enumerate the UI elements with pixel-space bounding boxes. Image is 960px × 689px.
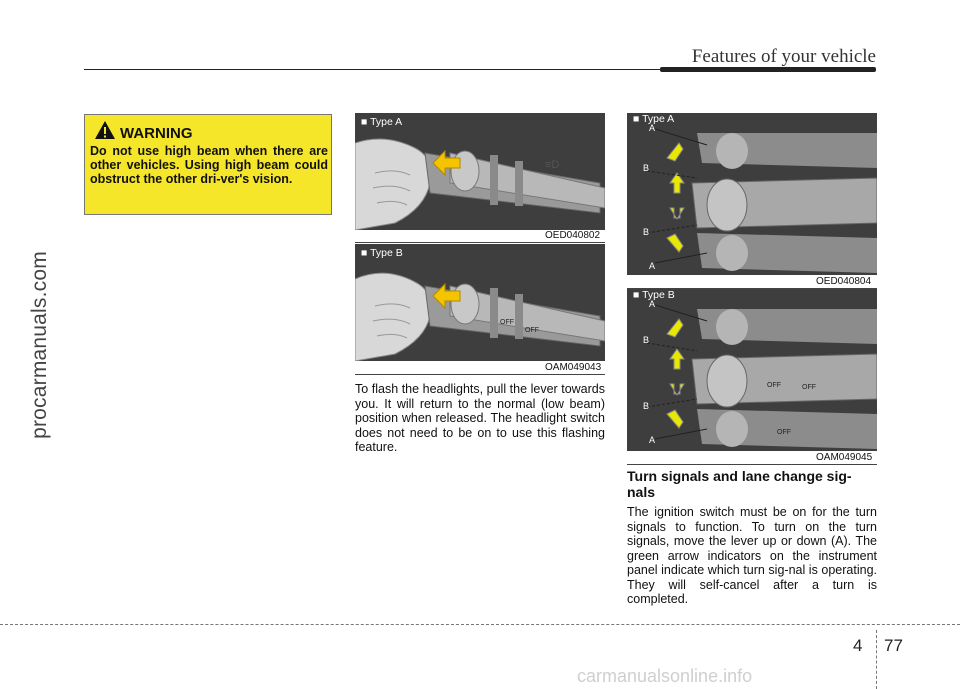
figure-code: OAM049043 (545, 362, 602, 373)
mark-a-label: A (649, 435, 656, 445)
flash-paragraph: To flash the headlights, pull the lever towards you. It will return to the normal (low beam) position when released. The headlight switch does not need to be on to use this flashing feature. (355, 382, 605, 454)
mark-a-label: A (649, 123, 656, 133)
footer-rule (0, 624, 960, 625)
figure-label: ■ Type B (361, 247, 403, 259)
figure-divider (355, 374, 605, 375)
mark-a-label: A (649, 299, 656, 309)
figure-type-a-turn (627, 113, 877, 275)
off-mark: OFF (802, 384, 816, 391)
warning-title: WARNING (120, 125, 193, 142)
sidebar-site-text: procarmanuals.com (28, 251, 51, 439)
warning-triangle-icon (94, 120, 116, 140)
figure-divider (627, 464, 877, 465)
watermark-link[interactable]: carmanualsonline.info (577, 666, 753, 686)
mark-a-label: A (649, 261, 656, 271)
figure-type-b-flash (355, 244, 605, 361)
figure-label: ■ Type B (633, 289, 675, 301)
figure-type-b-turn (627, 289, 877, 451)
mark-b-label: B (643, 401, 650, 411)
figure-label: ■ Type A (633, 113, 675, 125)
off-mark: OFF (777, 429, 791, 436)
figure-code: OED040802 (545, 230, 601, 241)
figure-code: OAM049045 (816, 452, 873, 463)
off-mark: OFF (767, 382, 781, 389)
svg-text:≡D: ≡D (545, 159, 560, 171)
mark-b-label: B (643, 335, 650, 345)
figure-code: OED040804 (816, 276, 872, 287)
figure-type-a-flash (355, 113, 605, 230)
page-number: 77 (884, 636, 903, 655)
sidebar-site-link[interactable] (12, 200, 68, 490)
off-mark: OFF (525, 327, 539, 334)
footer-divider (876, 630, 877, 689)
header-accent-rule (660, 67, 876, 72)
figure-divider (355, 242, 605, 243)
turn-signals-paragraph: The ignition switch must be on for the turn signals to function. To turn on the turn signals, move the lever up or down (A). The green arrow indicators on the instrument panel indicate which turn sig-nal is operating. They will self-cancel after a turn is completed. (627, 505, 877, 606)
mark-b-label: B (643, 163, 650, 173)
chapter-number: 4 (853, 636, 863, 655)
turn-signals-heading: Turn signals and lane change sig-nals (627, 468, 852, 500)
off-mark: OFF (500, 319, 514, 326)
figure-label: ■ Type A (361, 116, 403, 128)
mark-b-label: B (643, 227, 650, 237)
section-title: Features of your vehicle (691, 46, 876, 67)
warning-body: Do not use high beam when there are other vehicles. Using high beam could obstruct the other dri-ver's vision. (90, 144, 328, 186)
